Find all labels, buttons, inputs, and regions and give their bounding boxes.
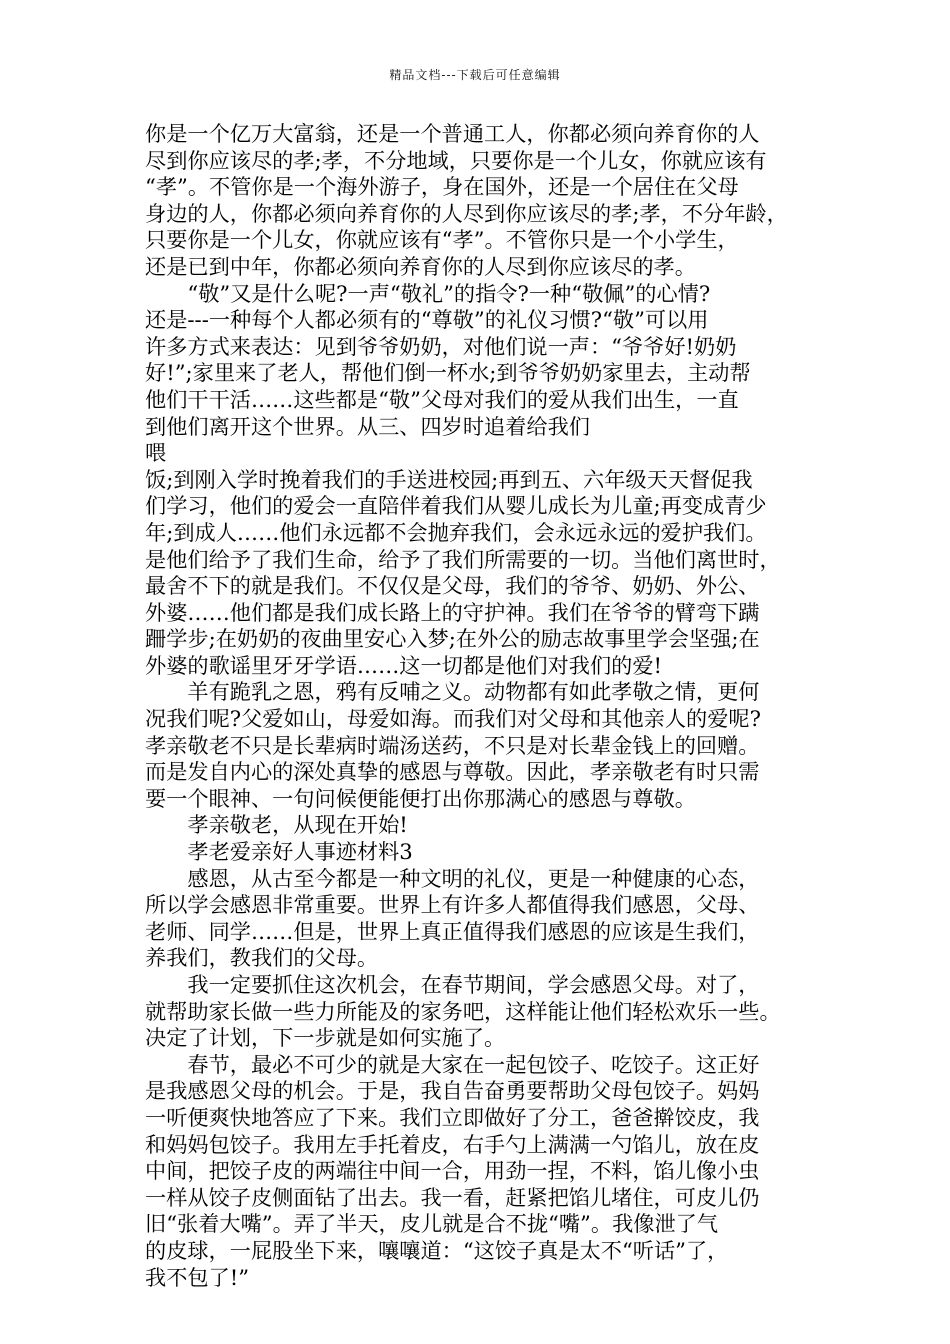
text-line: 他们干干活……这些都是“敬”父母对我们的爱从我们出生，一直 [145, 386, 739, 412]
text-line: 旧“张着大嘴”。弄了半天，皮儿就是合不拢“嘴”。我像泄了气 [145, 1211, 719, 1237]
text-line: 况我们呢?父爱如山，母爱如海。而我们对父母和其他亲人的爱呢? [145, 706, 761, 732]
document-body [145, 121, 835, 1291]
text-line: 老师、同学……但是，世界上真正值得我们感恩的应该是生我们， [145, 918, 760, 944]
text-line: 们学习，他们的爱会一直陪伴着我们从婴儿成长为儿童;再变成青少 [145, 493, 767, 519]
text-line: 感恩，从古至今都是一种文明的礼仪，更是一种健康的心态， [145, 865, 760, 891]
text-line: “孝”。不管你是一个海外游子，身在国外，还是一个居住在父母 [145, 174, 739, 200]
text-line: 我一定要抓住这次机会，在春节期间，学会感恩父母。对了， [145, 972, 760, 997]
text-line: 中间，把饺子皮的两端往中间一合，用劲一捏，不料，馅儿像小虫 [145, 1158, 760, 1184]
section-title: 孝老爱亲好人事迹材料3 [145, 839, 413, 865]
text-line: 许多方式来表达：见到爷爷奶奶，对他们说一声：“爷爷好!奶奶 [145, 333, 737, 359]
text-line: 外婆的歌谣里牙牙学语……这一切都是他们对我们的爱! [145, 652, 663, 678]
text-line: 你是一个亿万大富翁，还是一个普通工人，你都必须向养育你的人 [145, 121, 760, 146]
text-line: 所以学会感恩非常重要。世界上有许多人都值得我们感恩，父母、 [145, 892, 760, 918]
text-line: 喂 [145, 440, 167, 466]
text-line: 还是已到中年，你都必须向养育你的人尽到你应该尽的孝。 [145, 253, 696, 279]
text-line: 尽到你应该尽的孝;孝，不分地域，只要你是一个儿女，你就应该有 [145, 147, 767, 173]
text-line: 孝亲敬老不只是长辈病时端汤送药，不只是对长辈金钱上的回赠。 [145, 732, 760, 758]
text-line: 身边的人，你都必须向养育你的人尽到你应该尽的孝;孝，不分年龄， [145, 200, 788, 226]
text-line: 年;到成人……他们永远都不会抛弃我们，会永远永远的爱护我们。 [145, 519, 767, 545]
text-line: 外婆……他们都是我们成长路上的守护神。我们在爷爷的臂弯下蹒 [145, 599, 760, 625]
text-line: 最舍不下的就是我们。不仅仅是父母，我们的爷爷、奶奶、外公、 [145, 573, 760, 599]
text-line: 好!”;家里来了老人，帮他们倒一杯水;到爷爷奶奶家里去，主动帮 [145, 360, 751, 386]
text-line: 跚学步;在奶奶的夜曲里安心入梦;在外公的励志故事里学会坚强;在 [145, 626, 760, 652]
text-line: 而是发自内心的深处真挚的感恩与尊敬。因此，孝亲敬老有时只需 [145, 759, 760, 785]
text-line: 一样从饺子皮侧面钻了出去。我一看，赶紧把馅儿堵住，可皮儿仍 [145, 1184, 760, 1210]
text-line: 和妈妈包饺子。我用左手托着皮，右手勺上满满一勺馅儿，放在皮 [145, 1131, 760, 1157]
text-line: 是我感恩父母的机会。于是，我自告奋勇要帮助父母包饺子。妈妈 [145, 1078, 760, 1104]
text-line: 春节，最必不可少的就是大家在一起包饺子、吃饺子。这正好 [145, 1051, 760, 1077]
text-line: 决定了计划，下一步就是如何实施了。 [145, 1025, 506, 1051]
text-line: 是他们给予了我们生命，给予了我们所需要的一切。当他们离世时， [145, 546, 781, 572]
text-line: 羊有跪乳之恩，鸦有反哺之义。动物都有如此孝敬之情，更何 [145, 679, 760, 705]
text-line: 要一个眼神、一句问候便能便打出你那满心的感恩与尊敬。 [145, 785, 696, 811]
text-line: 我不包了!” [145, 1264, 250, 1290]
text-line: 到他们离开这个世界。从三、四岁时追着给我们 [145, 413, 590, 439]
text-line: 就帮助家长做一些力所能及的家务吧，这样能让他们轻松欢乐一些。 [145, 998, 781, 1024]
text-line: “敬”又是什么呢?一声“敬礼”的指令?一种“敬佩”的心情? [145, 280, 711, 306]
text-line: 的皮球，一屁股坐下来，嚷嚷道：“这饺子真是太不“听话”了， [145, 1237, 729, 1263]
page-header: 精品文档---下载后可任意编辑 [389, 68, 561, 82]
text-line: 一听便爽快地答应了下来。我们立即做好了分工，爸爸擀饺皮，我 [145, 1104, 760, 1130]
text-line: 养我们，教我们的父母。 [145, 945, 379, 971]
text-line: 还是---一种每个人都必须有的“尊敬”的礼仪习惯?“敬”可以用 [145, 307, 709, 333]
text-line: 饭;到刚入学时挽着我们的手送进校园;再到五、六年级天天督促我 [145, 466, 753, 492]
text-line: 孝亲敬老，从现在开始! [145, 812, 408, 838]
text-line: 只要你是一个儿女，你就应该有“孝”。不管你只是一个小学生， [145, 227, 739, 253]
